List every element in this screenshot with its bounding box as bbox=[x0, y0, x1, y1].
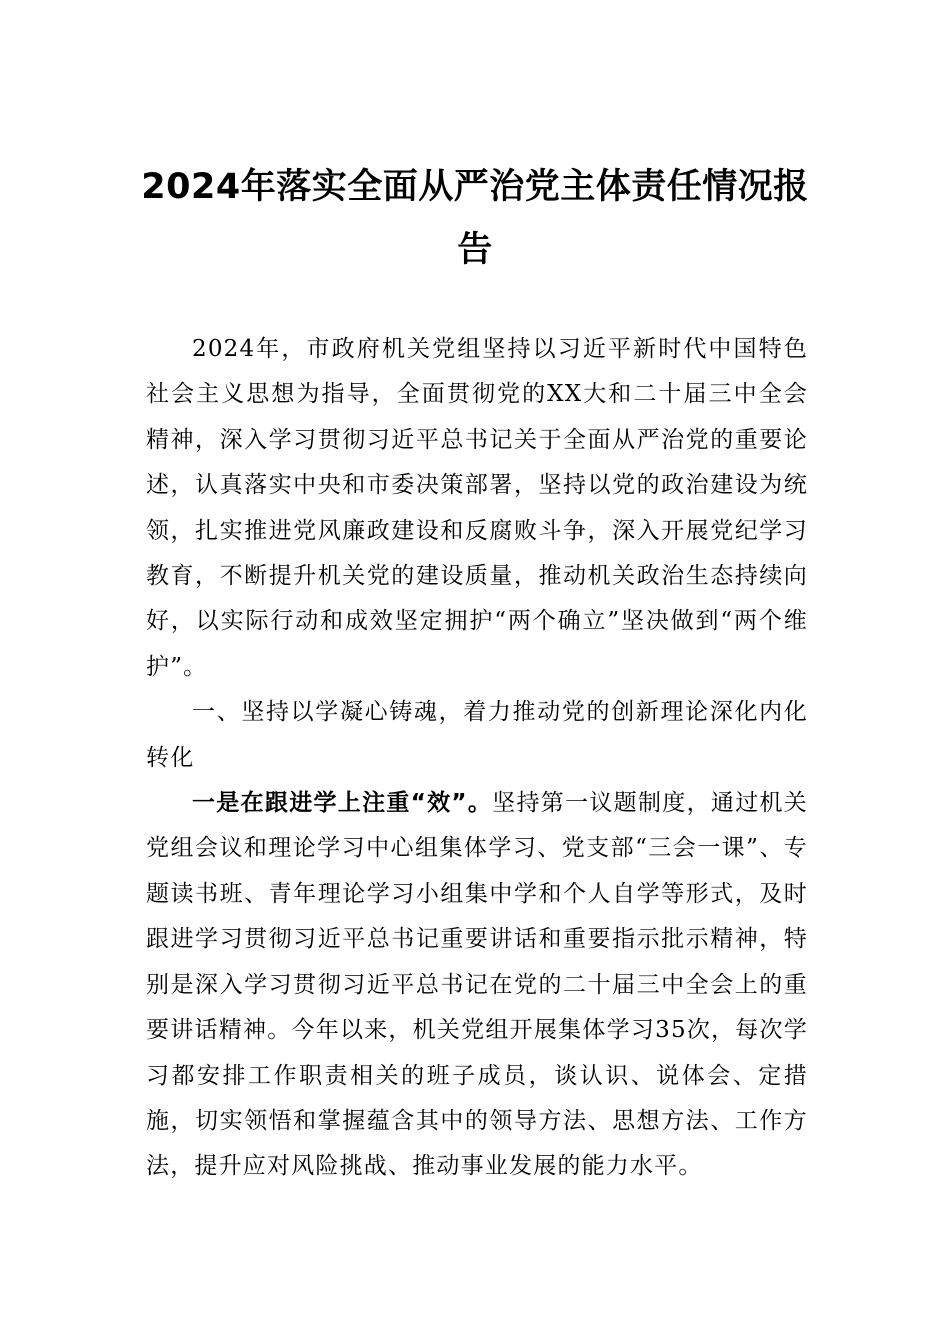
section-item-text: 坚持第一议题制度，通过机关党组会议和理论学习中心组集体学习、党支部“三会一课”、专题读书班、青年理论学习小组集中学和个人自学等形式，及时跟进学习贯彻习近平总书记重要讲话和重要指示批示精神，特别是深入学习贯彻习近平总书记在党的二十届三中全会上的重要讲话精神。今年以来，机关党组开展集体学习35次，每次学习都安排工作职责相关的班子成员，谈认识、说体会、定措施，切实领悟和掌握蕴含其中的领导方法、思想方法、工作方法，提升应对风险挑战、推动事业发展的能力水平。 bbox=[146, 790, 808, 1180]
document-title: 2024年落实全面从严治党主体责任情况报告 bbox=[141, 167, 809, 270]
document-body bbox=[146, 327, 808, 1190]
section-item-paragraph bbox=[146, 781, 808, 1190]
section-heading: 一、坚持以学凝心铸魂，着力推动党的创新理论深化内化转化 bbox=[146, 699, 808, 771]
intro-paragraph: 2024年，市政府机关党组坚持以习近平新时代中国特色社会主义思想为指导，全面贯彻党的XX大和二十届三中全会精神，深入学习贯彻习近平总书记关于全面从严治党的重要论述，认真落实中央和市委决策部署，坚持以党的政治建设为统领，扎实推进党风廉政建设和反腐败斗争，深入开展党纪学习教育，不断提升机关党的建设质量，推动机关政治生态持续向好，以实际行动和成效坚定拥护“两个确立”坚决做到“两个维护”。 bbox=[146, 336, 808, 680]
section-item-lead: 一是在跟进学上注重“效”。 bbox=[192, 790, 493, 817]
